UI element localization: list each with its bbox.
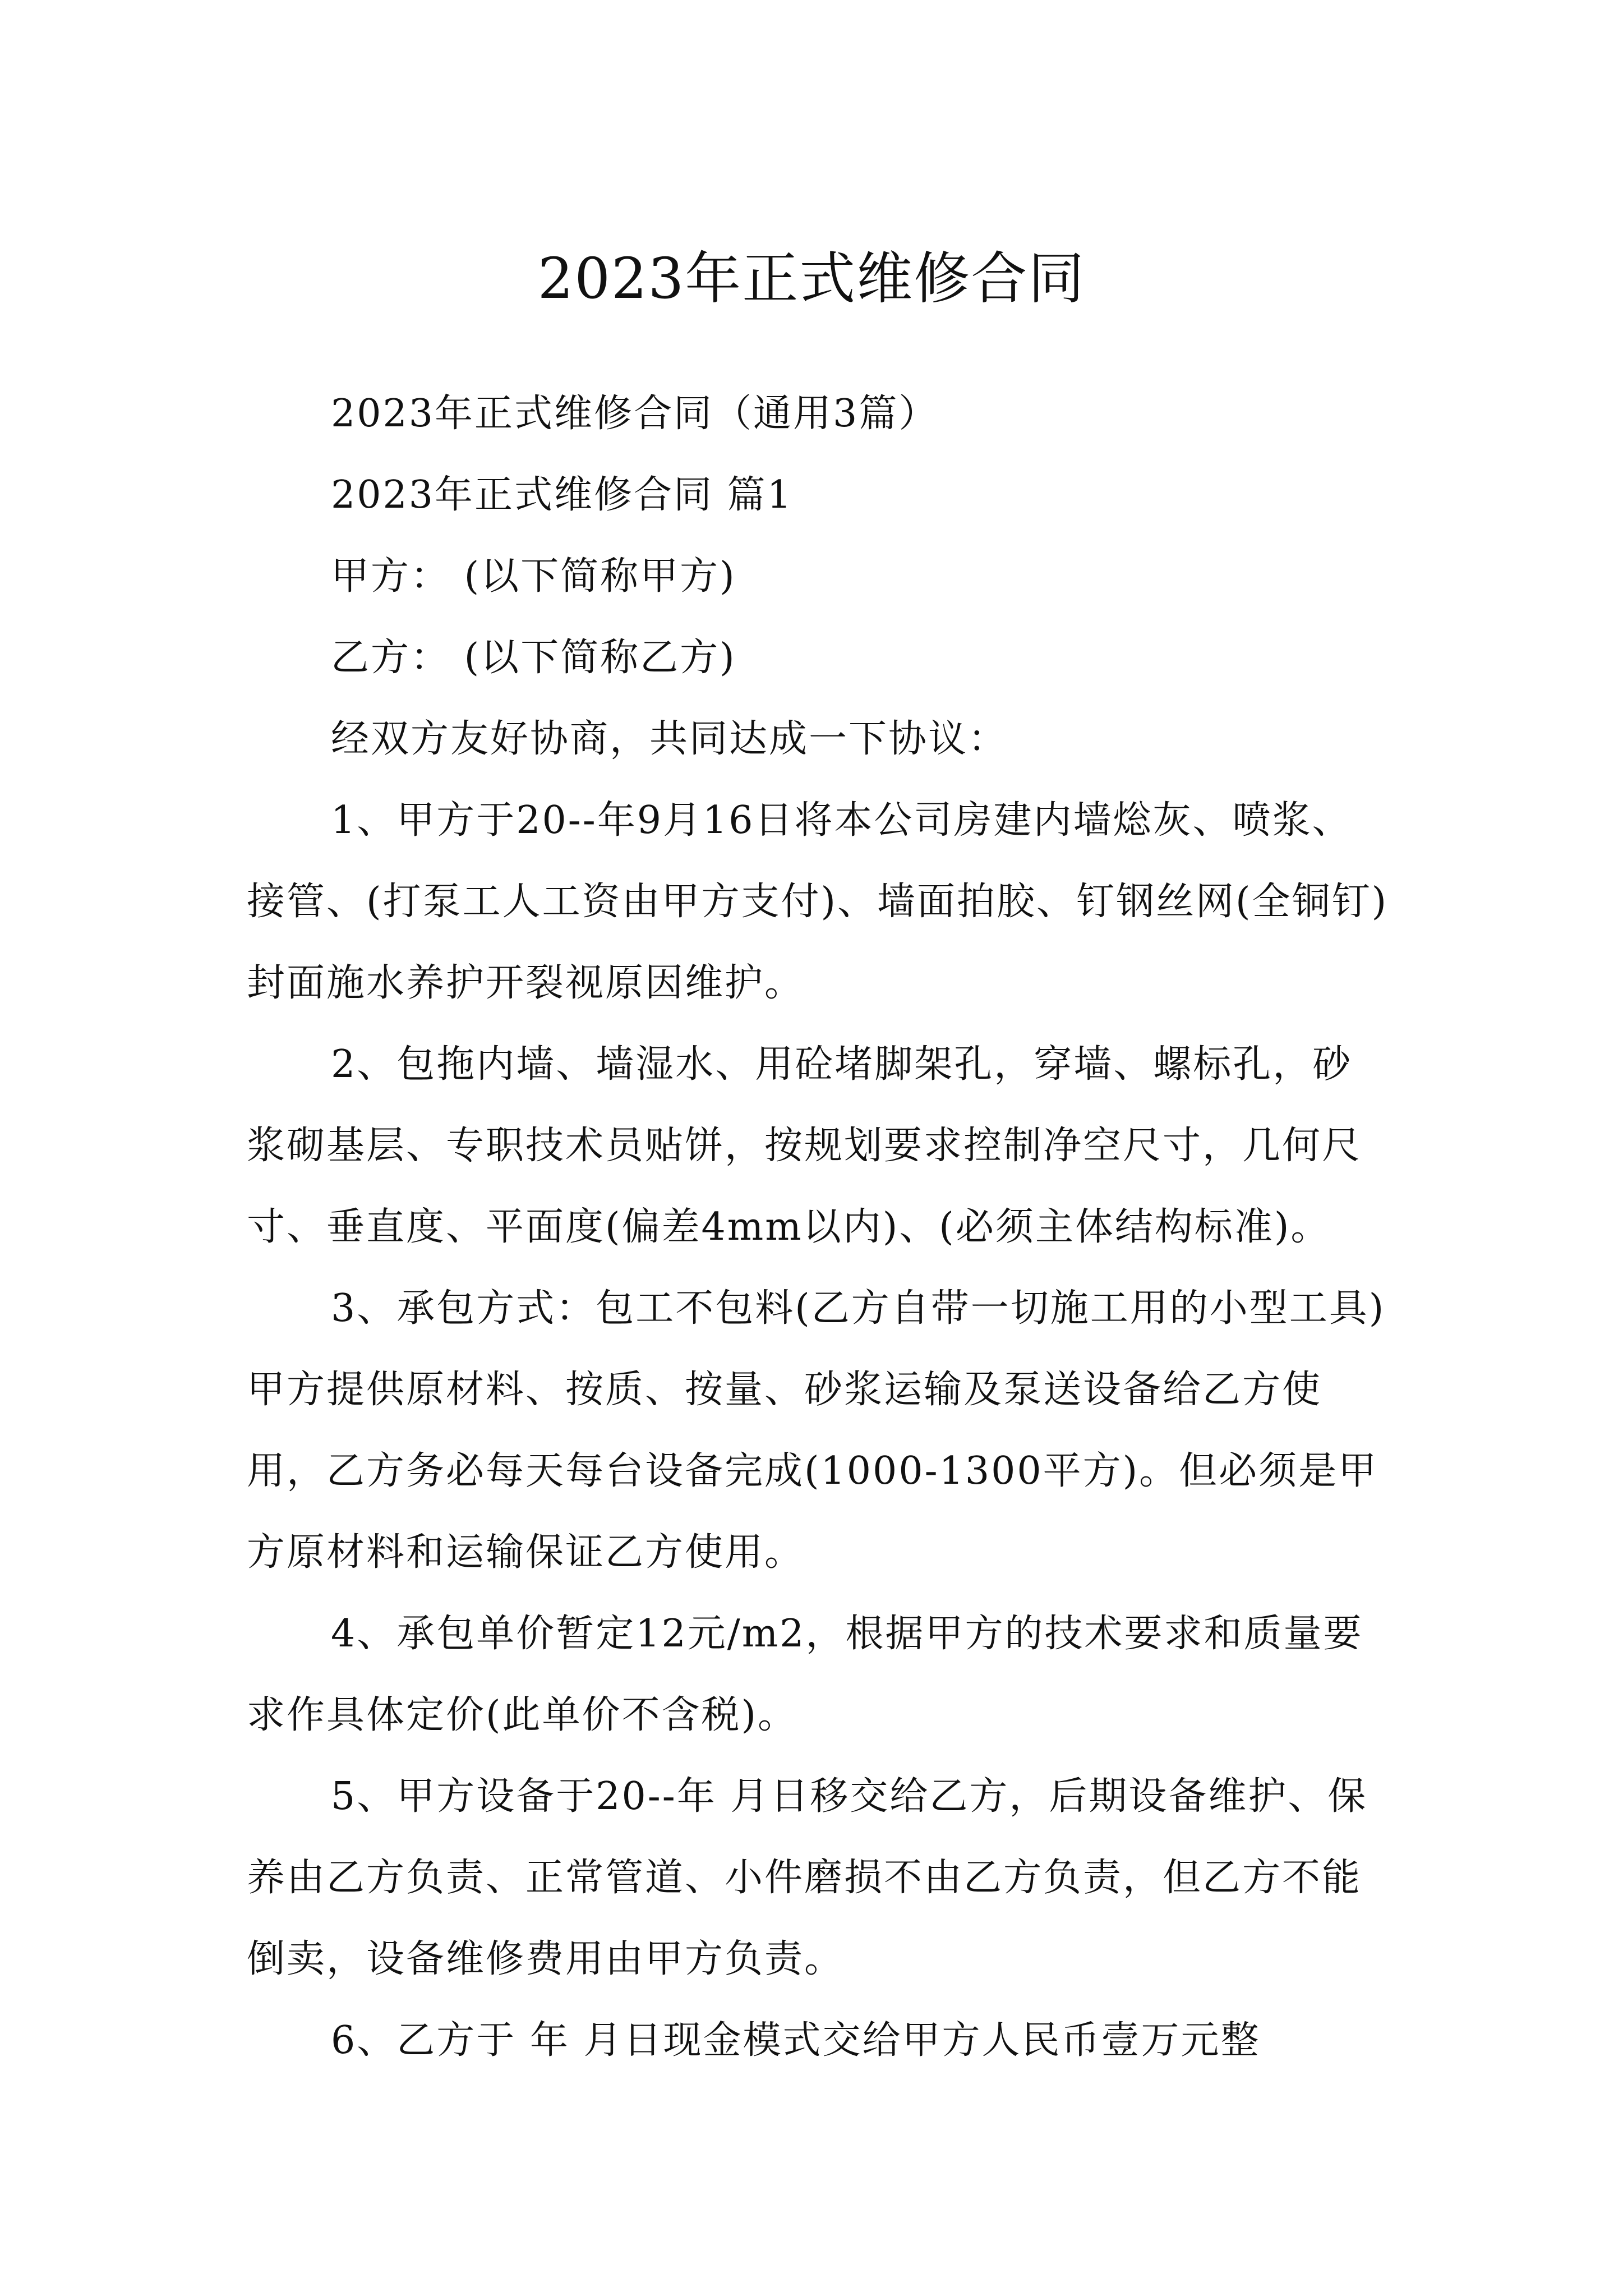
- subtitle-paragraph: 2023年正式维修合同（通用3篇）: [331, 392, 939, 436]
- section-heading: 2023年正式维修合同 篇1: [331, 473, 793, 517]
- clause-2: 2、包拖内墙、墙湿水、用砼堵脚架孔，穿墙、螺标孔，砂浆砌基层、专职技术员贴饼，按规划要求控制净空尺寸，几何尺寸、垂直度、平面度(偏差4mm以内)、(必须主体结构标准)。: [247, 1042, 1362, 1249]
- document-title: 2023年正式维修合同: [537, 246, 1086, 311]
- clause-1: 1、甲方于20--年9月16日将本公司房建内墙焧灰、喷浆、接管、(打泵工人工资由甲方支付)、墙面拍胶、钉钢丝网(全铜钉)封面施水养护开裂视原因维护。: [247, 798, 1389, 1005]
- document-body: [247, 373, 1391, 2081]
- clause-6: 6、乙方于 年 月日现金模式交给甲方人民币壹万元整: [331, 2018, 1261, 2063]
- party-b-line: 乙方： (以下简称乙方): [331, 636, 736, 680]
- party-a-line: 甲方： (以下简称甲方): [331, 554, 736, 599]
- clause-3: 3、承包方式：包工不包料(乙方自带一切施工用的小型工具)甲方提供原材料、按质、按量、砂浆运输及泵送设备给乙方使用，乙方务必每天每台设备完成(1000-1300平方)。但必须是甲方原材料和运输保证乙方使用。: [247, 1286, 1386, 1575]
- agreement-intro: 经双方友好协商，共同达成一下协议：: [331, 717, 1008, 761]
- clause-5: 5、甲方设备于20--年 月日移交给乙方，后期设备维护、保养由乙方负责、正常管道、小件磨损不由乙方负责，但乙方不能倒卖，设备维修费用由甲方负责。: [247, 1774, 1368, 1981]
- clause-4: 4、承包单价暂定12元/m2，根据甲方的技术要求和质量要求作具体定价(此单价不含税)。: [247, 1612, 1363, 1737]
